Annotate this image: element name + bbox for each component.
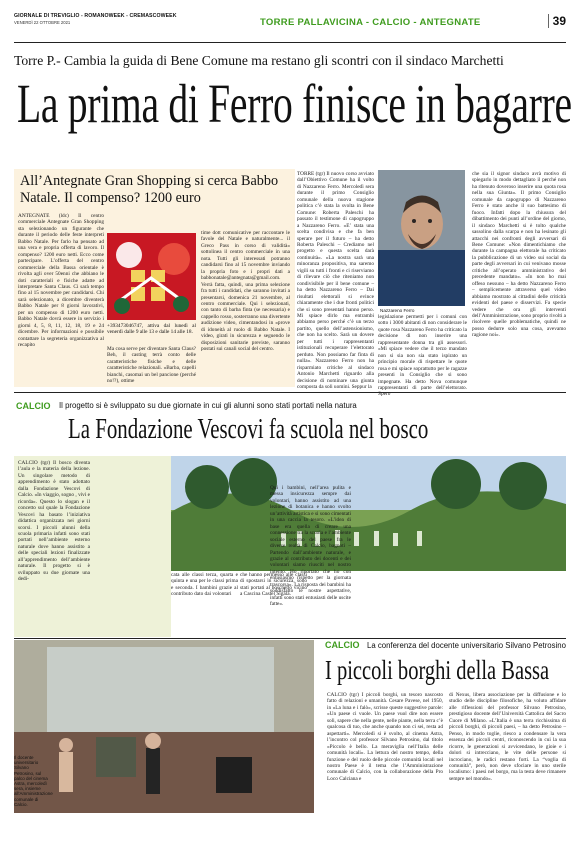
borghi-headline: I piccoli borghi della Bassa: [325, 655, 550, 685]
section-divider: [14, 392, 566, 393]
forest-article-column-2: cata alle classi terza, quarta e quinta e una per le classi prima e seconda. I bambini grazie al contributo dato dai volontari: [171, 572, 238, 598]
main-headline: La prima di Ferro finisce in bagarre: [17, 73, 572, 134]
ferro-article-column-3: che sia il signor sindaco avrà motivo di spiegarlo in modo dettagliato il perché non ha ritenuto doveroso inserire una quota rosa nella sua Giunta». Il primo Consiglio comunale da capogruppo di Nazzareno Ferro è stato anche il suo battesimo di fuoco. Infatti dopo la chiusura del dibattimento dei punti all’ordine del giorno, il sindaco Marchetti si è tolto qualche sassolino dalla scarpa e non ha lesinato gli attacchi nei confronti degli avversari di Bene Comune: «Non dimentichiamo che durante la campagna elettorale ha criticato la pubblicazione di un video sui social da parte degli avversari in cui venivano mosse critiche all’operato amministrativo del precedente mandato». «In non ho mai offeso nessuno – ha detto Nazzareno Ferro – semplicemente attraverso quel video abbiamo mostrato ai cittadini delle criticità evidenti del paese e disservizi. Fa specie vedere che ora gli interventi dell’Amministrazione, sono proprio rivolti a risolvere quelle problematiche, quindi ne posso dedurre solo una cosa, avevamo ragione noi».: [472, 171, 567, 339]
newspaper-header: [14, 13, 566, 43]
christmas-article-title: All’Antegnate Gran Shopping si cerca Babbo Natale. Il compenso? 1200 euro: [20, 173, 279, 206]
borghi-article-column-2: di Nexus, libera associazione per la diffusione e lo studio delle discipline filosofiche, ha voluto affidare alle riflessioni del professor Silvano Petrosino, prestigioso docente dell’Università Cattolica del Sacro Cuore di Milano. «L’Italia è una terra ricchissima di piccoli borghi, di piccoli paesi, – ha detto Petrosino – Penso, in modo toglie, riesco a condensare la vera essenza dei piccoli centri, riconoscendo in cui la sua ricorre, le generazioni si avvicendano, le gioie e i dolori si intrecciano, le vite delle persone si incrociano, le radici restano forti. La “voglia di comunità”, però, non deve sfociare in uno sterile localismo: i paesi nel borgo, ma la testa deve rimanere sempre nel mondo».: [449, 692, 566, 782]
paper-name: GIORNALE DI TREVIGLIO - ROMANOWEEK - CREMASCOWEEK: [14, 13, 177, 19]
headline-kicker: Torre P.- Cambia la guida di Bene Comune ma restano gli scontri con il sindaco Marchetti: [14, 53, 504, 68]
cinema-conference-photo: [14, 640, 314, 813]
forest-article-column-1: CALCIO (tgr) Il bosco diventa l’aula e la materia della lezione. Un singolare metodo di apprendimento è stato adottato dalla Fondazione Vescovi di Calcio. «In viaggio, sogno , vivi e ricorda». Questo lo slogan e il concetto sul quale la Fondazione Vescovi ha basato l’iniziativa didattica organizzata nei giorni scorsi. I piccoli alunni della scuola primaria infatti sono stati portati nell’ambiente esterno naturale dove hanno assistito a delle speciali lezioni finalizzate all’apprendimento dell’ambiente naturale. Il progetto si è sviluppato su due giornate una dedi-: [18, 460, 90, 583]
page-number: 39: [548, 14, 566, 28]
borghi-tagline: La conferenza del docente universitario Silvano Petrosino: [367, 641, 566, 650]
section-title: TORRE PALLAVICINA - CALCIO - ANTEGNATE: [260, 17, 481, 28]
stage-speakers-illustration: [14, 640, 314, 813]
issue-date: VENERDÌ 22 OTTOBRE 2021: [14, 20, 71, 25]
christmas-article-column-3: time dott comunicative per raccontare le favole del Natale e naturalmente... il Greco Pass in corso di validità» sottolinea il centro commerciale in una nota. Tutti gli interessati potranno candidarsi fino al 15 novembre inviando la propria foto e i propri dati a babbonatale@antegnata@gmail.com. Verrà fatta, quindi, una prima selezione fra tutti i candidati, che saranno invitati a presentarsi, domenica 21 novembre, al centro commerciale. Qui i selezionati, con tanto di barba finta (se necessaria) e cappello rosso, sosterranno una divertente audizione video, cimentandosi in «prove di idoneità al ruolo di Babbo Natale. I video, girati in sicurezza e seguendo le disposizioni sanitarie previste, saranno postati sui canali social del centro.: [201, 230, 290, 353]
forest-article-column-3: che hanno permesso alle classi di spostarsi in sicurezza, sono stati portati al boschetto vicino a Cascina Castel Sigala.: [240, 572, 307, 598]
forest-tagline: Il progetto si è sviluppato su due giornate in cui gli alunni sono stati portati nella natura: [59, 401, 357, 410]
gift-shopping-photo: [107, 233, 196, 320]
christmas-contact-text: +393473046747, attiva dal lunedì al venerdì dalle 9 alle 13 e dalle 14 alle 18.: [107, 323, 196, 336]
conference-photo-caption: Il docente universitario Silvano Petrosino, sul palco del cinema Astra, mercoledì sera, insieme all’Amministrazione comunale di Calcio.: [14, 755, 53, 807]
ferro-article-column-2: legislazione permetti per i comuni con sotto i 3000 abitanti di non considerare le quote rosa Nazzareno Ferro ha criticato la decisione di non inserire una rappresentante donna tra gli assessori. «Mi spiace vedere che il terzo mandato non si sia non sia stato ispirato un principio morale di rispettare le quote rosa e mi spiace soprattutto per le ragazze presenti in Consiglio che si sono impegnate. Ha detto Nova comunque rappresentanti di parte dell’elettorato. Spero: [378, 314, 467, 398]
portrait-illustration: [378, 170, 465, 306]
forest-headline: La Fondazione Vescovi fa scuola nel bosco: [68, 413, 429, 445]
forest-lesson-illustration: [171, 456, 566, 571]
forest-section-label: CALCIO: [16, 401, 51, 411]
santa-gift-illustration: [107, 233, 196, 320]
ferro-article-column-1: TORRE (tgr) Il nuovo corso avviato dall’Obiettivo Comune ha il volto di Nazzareno Ferro. Mercoledì sera durante il primo Consiglio comunale della nuova stagione politica c’è stata la svolta in Bene Comune: Roberta Paleschi ha passato il testimone di capogruppo a Nazzareno Ferro. «E’ stata una scelta condivisa e che fa ben sperare per il futuro – ha detto Roberta Paleschi – Crediamo nel progetto e questa scelta darà continuità». «La nostra sarà una minoranza propositiva, ma saremo vigili su tutti i fronti e ci riserviamo di rilevare ciò che riteniamo non condivisibile per il bene comune – ha detto Nazzareno Ferro – Dai risultati elettorali si evince chiaramente che i due fronti politici che si sono presentati hanno perso. Mi spiace dirlo ma entrambi abbiamo perso perché c’è un terzo partito, quello dell’astensionismo, che non ha scelto. Sarà un dovere per tutti i rappresentanti istituzionali recuperare l’elettorato perduto. Non possiamo far finta di nulla». Nazzareno Ferro non ha risparmiato critiche al sindaco Antonio Marchetti riguardo alla decisione di nominare una giunta composta da soli uomini. Seppur la: [297, 171, 374, 390]
borghi-section-label: CALCIO: [325, 640, 360, 650]
ferro-photo-caption: Nazzareno Ferro: [380, 308, 415, 313]
forest-class-photo: [171, 456, 566, 571]
forest-article-column-4: Qui i bambini, nell’area pulita e messa insicurezza sempre dai volontari, hanno assistito ad una lezione di botanica e hanno svolto un’attività artistica e si sono cimentati in una caccia la tesoro. «L’idea di base era quella di creare una connessione tra la scuola e l’ambiente sociale esterno del paese fra le diverse realtà di Calcio, bagnoti – Partendo dall’ambiente naturale, e grazie al contributo dei docenti e dei volontari siamo riusciti nel nostro intento. Ho riportato che ho con entusiasmo rispetto per la giornata trascorsa». La risposta dei bambini ha soddisfatto le nostre aspettative, infatti sono stati entusiasti delle uscite fatte».: [270, 485, 351, 608]
borghi-article-column-1: CALCIO (tgr) I piccoli borghi, un tesoro nascosto fatto di relazioni e umanità. Cesare Pavese, nel 1950, in «La luna e i falò», scrisse queste suggestive parole: «Un paese ci vuole. Un paese vuol dire non essere soli, sapere che nella gente, nelle piante, nella terra c’è qualcosa di tuo, che anche quando non ci sei, resta ad aspettarti». Mercoledì si è svolto, al cinema Astra, l’incontro col professor Silvano Petrosino, dal titolo «Piccolo è bello. La meraviglia nell’Italia delle comunità locali». La lettura del nostro tempo, della funzione e del ruolo delle piccole comunità locali nel nostro Paese è il tema che l’Amministrazione comunale di Calcio, con la collaborazione della Pro Loco Calciana e: [327, 692, 443, 782]
nazzareno-ferro-photo: [378, 170, 465, 306]
christmas-article-column-1: ANTEGNATE (ldc) Il centro commerciale Antegnate Gran Shopping sta selezionando un figurante che durante il periodo delle feste interpreti Babbo Natale. Per farlo ha pensato ad una vera e propria offerta di lavoro. Il compenso? 1200 euro netti. Ecco come partecipare. L’offerta del centro commerciale della Bassa orientale è rivolta agli over 50enni che abbiano le doti caratteriali e fisiche adatte ad interpretare Santa Claus. Ci sarà tempo fino al 15 novembre per candidarsi. Chi sarà selezionato, a dicembre diventerà Babbo Natale per 8 giorni lavorativi, per un compenso di 1200 euro netti. Babbo Natale dovrà essere in servizio i giorni 4, 5, 8, 11, 12, 18, 19 e 24 dicembre. Per informazioni e possibile contattare la segreteria organizzativa al recapito: [18, 213, 104, 349]
christmas-article-column-2: Ma cosa serve per diventare Santa Claus? Beh, il casting terrà conto delle caratteristiche fisiche e delle caratteristiche relazionali. «Barba, capelli bianchi, casomai un bel pancione (perché no!?), ottime: [107, 346, 196, 385]
bottom-section-divider: [14, 638, 566, 639]
